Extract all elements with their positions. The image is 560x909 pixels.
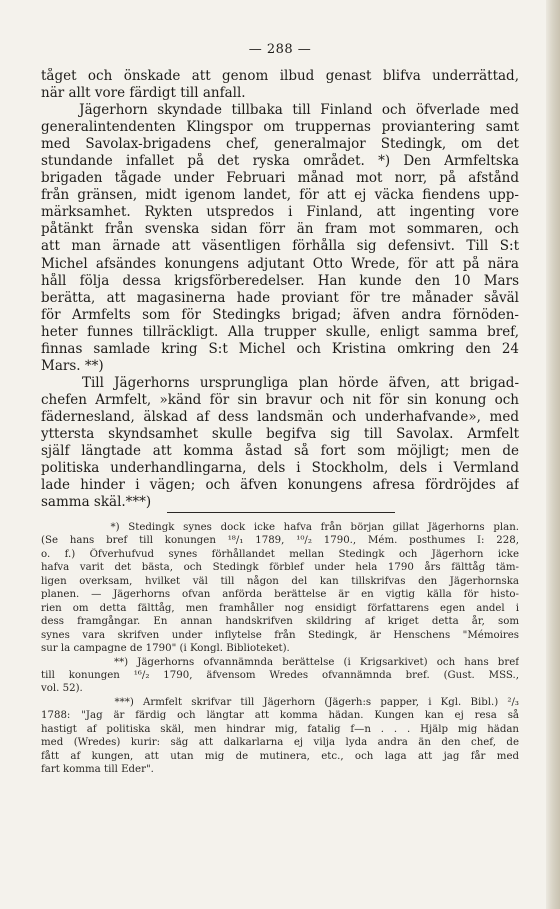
text-line: samma skäl.***) <box>41 494 152 511</box>
footnote-line: o. f.) Öfverhufvud synes förhållandet mellan Stedingk och Jägerhorn icke <box>41 548 519 560</box>
text-line: märksamhet. Rykten utspredos i Finland, att ingenting vore <box>41 204 519 221</box>
footnote-line: **) Jägerhorns ofvannämnda berättelse (i Krigsarkivet) och hans bref <box>41 656 519 668</box>
text-line: påtänkt från svenska sidan förr än fram mot sommaren, och <box>41 221 519 238</box>
text-line: tåget och önskade att genom ilbud genast blifva underrättad, <box>41 68 519 84</box>
text-line: Michel afsändes konungens adjutant Otto Wrede, för att på nära <box>41 255 519 272</box>
footnote-line: (Se hans bref till konungen ¹⁸/₁ 1789, ¹⁰/₂ 1790., Mém. posthumes I: 228, <box>41 535 519 547</box>
text-line: med Savolax-brigadens chef, generalmajor Stedingk, om det <box>41 136 519 153</box>
footnote-line: dess framgångar. En annan handskrifven skildring af kriget detta år, som <box>41 616 519 628</box>
footnote-line: hafva varit det bästa, och Stedingk förblef under hela 1790 års fälttåg täm- <box>41 562 519 574</box>
footnote-line: planen. — Jägerhorns ofvan anförda berättelse är en vigtig källa för histo- <box>41 589 519 601</box>
footnote-line: till konungen ¹⁶/₂ 1790, äfvensom Wredes ofvannämnda bref. (Gust. MSS., <box>41 669 519 681</box>
text-line: Jägerhorn skyndade tillbaka till Finland och öfverlade med <box>41 102 519 119</box>
page-number: — 288 — <box>248 42 312 57</box>
body-text <box>41 68 519 511</box>
footnote-line: ***) Armfelt skrifvar till Jägerhorn (Jägerh:s papper, i Kgl. Bibl.) ²/₃ <box>41 696 519 708</box>
text-line: när allt vore färdigt till anfall. <box>41 85 246 102</box>
text-line: att man ärnade att väsentligen förhålla sig defensivt. Till S:t <box>41 238 519 255</box>
footnote-line: med (Wredes) kurir: säg att dalkarlarna ej vilja lyda andra än den chef, de <box>41 737 519 749</box>
footnote-line: fart komma till Eder". <box>41 764 154 776</box>
page-edge <box>546 0 560 909</box>
text-line: brigaden tågade under Februari månad mot norr, på afstånd <box>41 170 519 187</box>
footnote-line: vol. 52). <box>41 683 83 695</box>
footnote-line: hastigt af politiska skäl, men hindrar mig, fatalig f—n . . . Hjälp mig hädan <box>41 723 519 735</box>
text-line: yttersta skyndsamhet skulle begifva sig till Savolax. Armfelt <box>41 425 519 442</box>
text-line: heter funnes tillräckligt. Alla trupper skulle, enligt samma bref, <box>41 323 519 340</box>
text-line: berätta, att magasinerna hade proviant för tre månader såväl <box>41 289 519 306</box>
text-line: stundande infallet på det ryska området. *) Den Armfeltska <box>41 153 519 170</box>
footnote-line: sur la campagne de 1790" (i Kongl. Biblioteket). <box>41 643 290 655</box>
text-line: Till Jägerhorns ursprungliga plan hörde äfven, att brigad- <box>41 374 519 391</box>
text-line: lade hinder i vägen; och äfven konungens afresa fördröjdes af <box>41 477 519 494</box>
text-line: för Armfelts som för Stedingks brigad; äfven andra förnöden- <box>41 306 519 323</box>
text-line: själf längtade att komma åstad så fort som möjligt; men de <box>41 443 519 460</box>
footnote-line: rien om detta fälttåg, men framhåller nog ensidigt författarens egen andel i <box>41 602 519 614</box>
footnote-line: synes vara skrifven under inflytelse från Stedingk, är Henschens "Mémoires <box>41 629 519 641</box>
footnote-line: ligen overksam, hvilket väl till någon del kan tillskrifvas den Jägerhornska <box>41 575 519 587</box>
footnote-line: fått af kungen, att utan mig de mutinera, etc., och laga att jag får med <box>41 750 519 762</box>
footnote-line: 1788: "Jag är färdig och längtar att komma hädan. Kungen kan ej resa så <box>41 710 519 722</box>
text-line: chefen Armfelt, »känd för sin bravur och nit för sin konung och <box>41 391 519 408</box>
text-line: Mars. **) <box>41 357 104 374</box>
text-line: från gränsen, midt igenom landet, för att ej väcka fiendens upp- <box>41 187 519 204</box>
footnote-divider <box>167 512 395 513</box>
text-line: finnas samlade kring S:t Michel och Kristina omkring den 24 <box>41 340 519 357</box>
text-line: politiska underhandlingarna, dels i Stockholm, dels i Vermland <box>41 460 519 477</box>
text-line: håll följa dessa krigsförberedelser. Han kunde den 10 Mars <box>41 272 519 289</box>
footnotes <box>41 521 519 777</box>
footnote-line: *) Stedingk synes dock icke hafva från början gillat Jägerhorns plan. <box>41 522 519 533</box>
text-line: generalintendenten Klingspor om truppernas proviantering samt <box>41 119 519 136</box>
text-line: fäderneslаnd, älskad af dess landsmän och underhafvande», med <box>41 408 519 425</box>
